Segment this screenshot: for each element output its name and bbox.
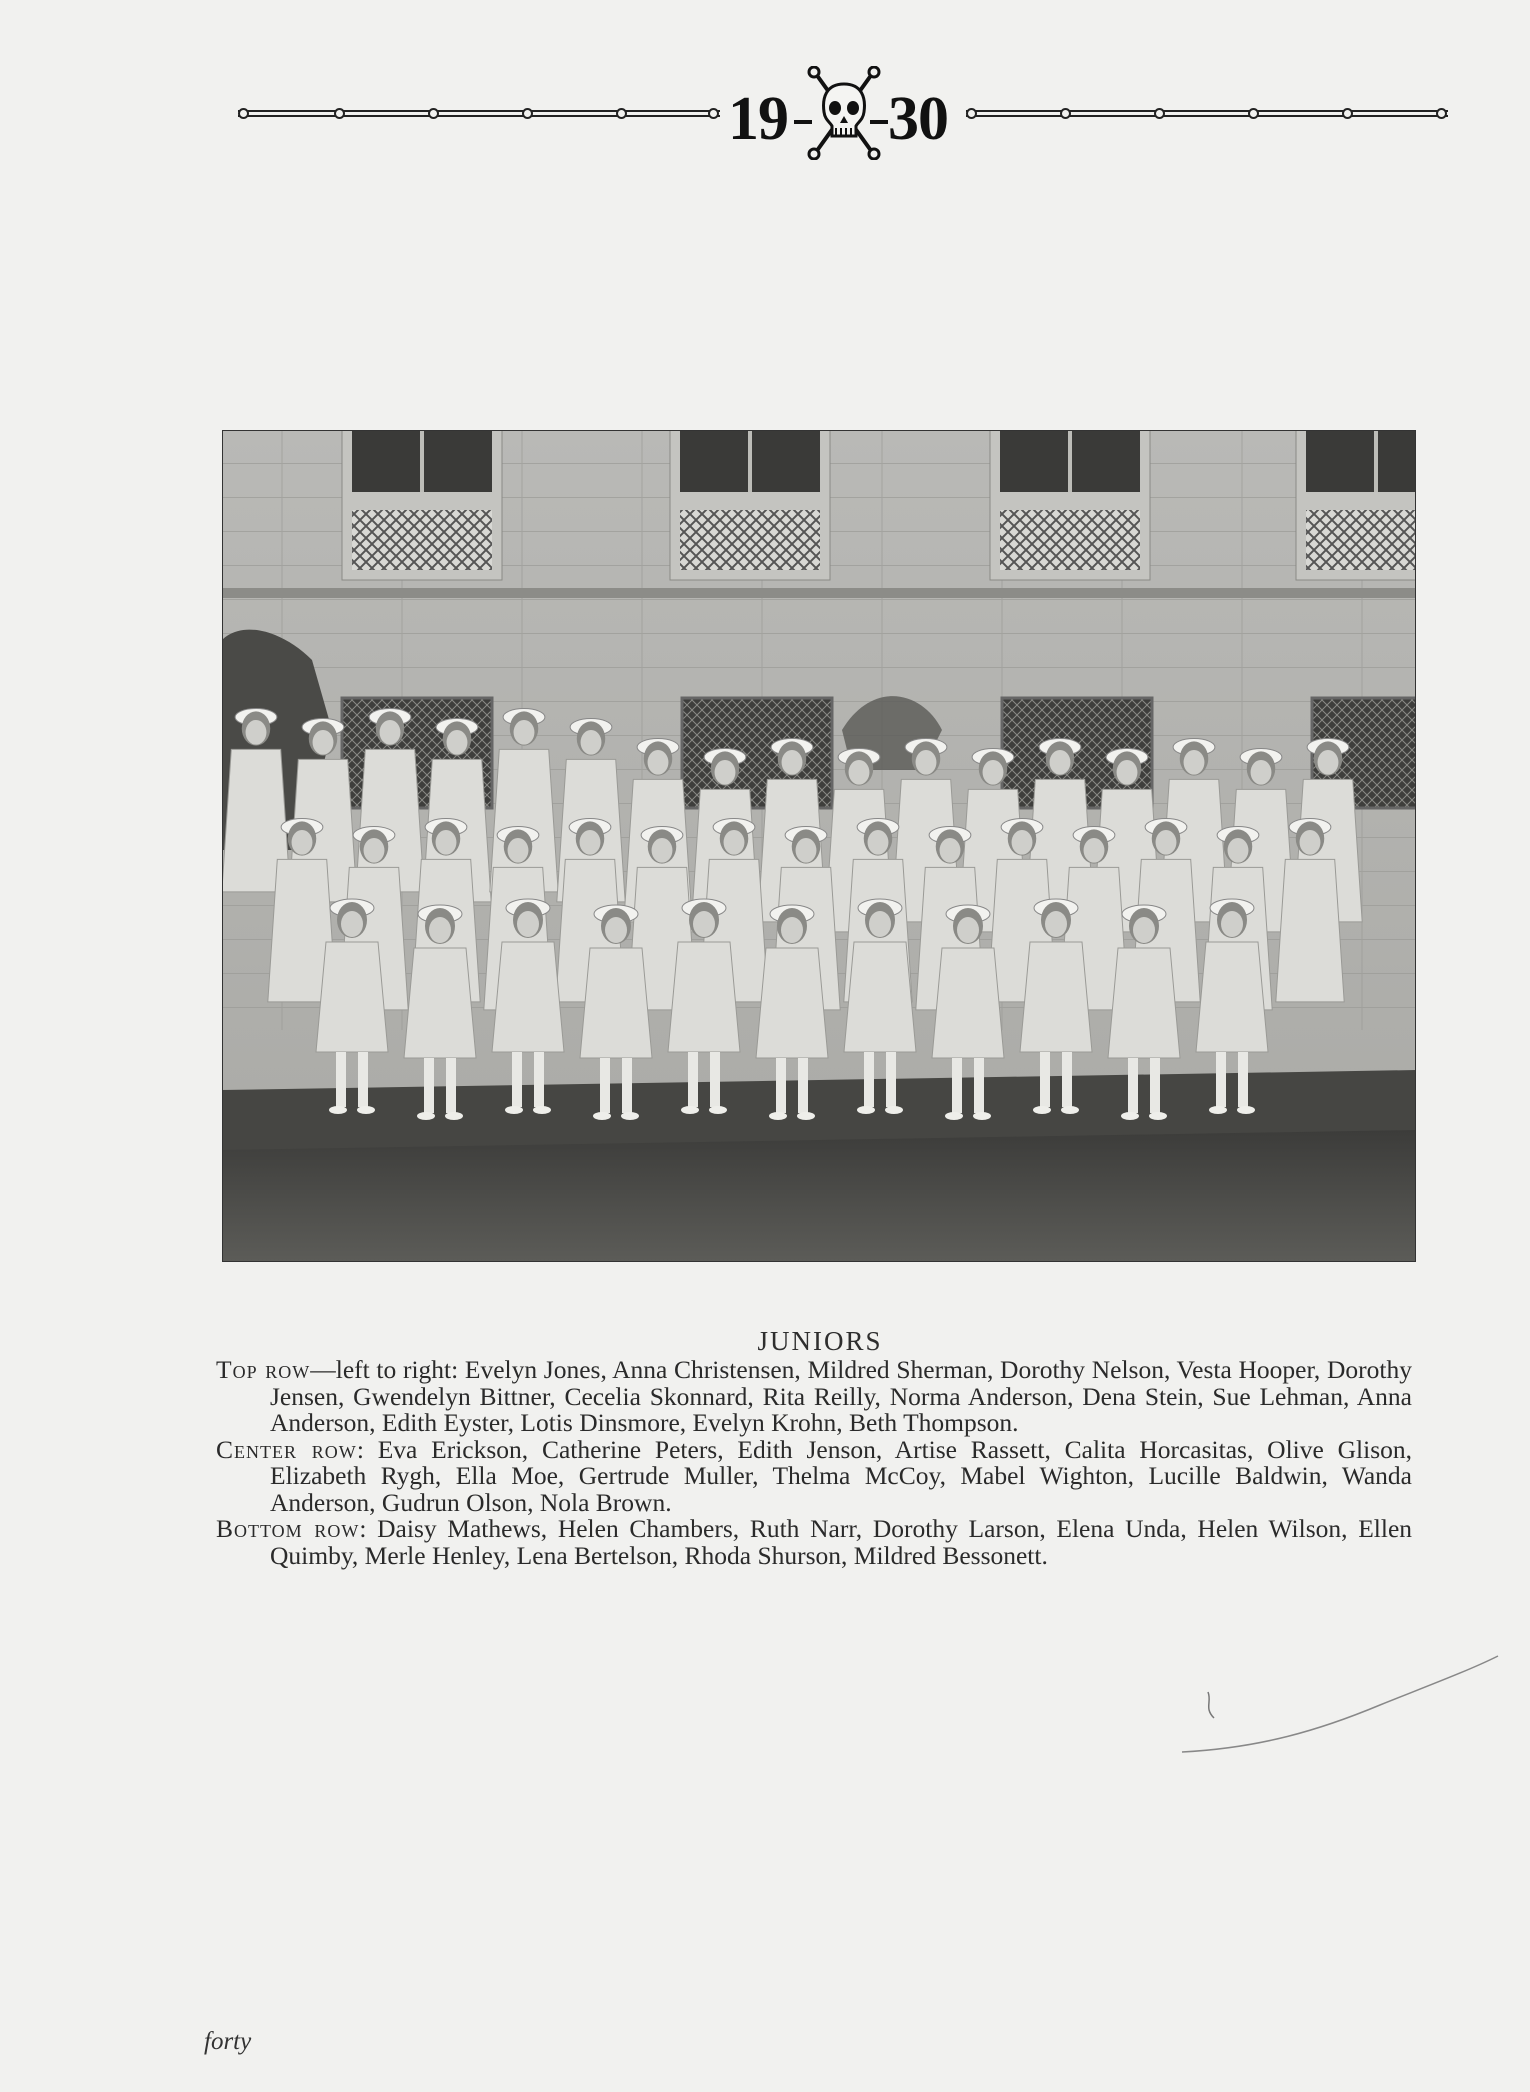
caption-row-bottom — [216, 1516, 1412, 1569]
year-right: 30 — [888, 85, 948, 153]
row-names-center: : Eva Erickson, Catherine Peters, Edith Jenson, Artise Rassett, Calita Horcasitas, Olive Glison, Elizabeth Rygh, Ella Moe, Gertrude Muller, Thelma McCoy, Mabel Wighton, Lucille Baldwin, Wanda Anderson, Gudrun Olson, Nola Brown. — [270, 1434, 1412, 1517]
caption-text — [216, 1357, 1412, 1569]
building-window — [342, 430, 502, 580]
group-photo-icon — [222, 430, 1416, 1262]
page-header — [238, 64, 1448, 164]
skull-crossbones-icon — [806, 66, 882, 160]
row-names-top: —left to right: Evelyn Jones, Anna Christensen, Mildred Sherman, Dorothy Nelson, Vesta Hooper, Dorothy Jensen, Gwendelyn Bittner, Cecelia Skonnard, Rita Reilly, Norma Anderson, Dena Stein, Sue Lehman, Anna Anderson, Edith Eyster, Lotis Dinsmore, Evelyn Krohn, Beth Thompson. — [270, 1355, 1412, 1437]
caption-row-top — [216, 1357, 1412, 1437]
caption-row-center — [216, 1434, 1412, 1517]
group-photo — [222, 430, 1416, 1262]
right-ornamental-rule — [966, 108, 1448, 120]
row-label-center: Center row — [216, 1434, 357, 1464]
year-dash-right — [870, 120, 888, 124]
row-label-top: Top row — [216, 1355, 311, 1384]
row-label-bottom: Bottom row — [216, 1514, 360, 1543]
pencil-mark — [1180, 1650, 1500, 1760]
row-names-bottom: : Daisy Mathews, Helen Chambers, Ruth Narr, Dorothy Larson, Elena Unda, Helen Wilson, Ellen Quimby, Merle Henley, Lena Bertelson, Rhoda Shurson, Mildred Bessonett. — [270, 1514, 1413, 1570]
building-window — [1296, 430, 1416, 580]
left-ornamental-rule — [238, 108, 720, 120]
building-window — [990, 430, 1150, 580]
building-window — [670, 430, 830, 580]
caption-title: JUNIORS — [757, 1326, 883, 1356]
year-left: 19 — [728, 85, 788, 153]
page-number: forty — [204, 2028, 252, 2055]
